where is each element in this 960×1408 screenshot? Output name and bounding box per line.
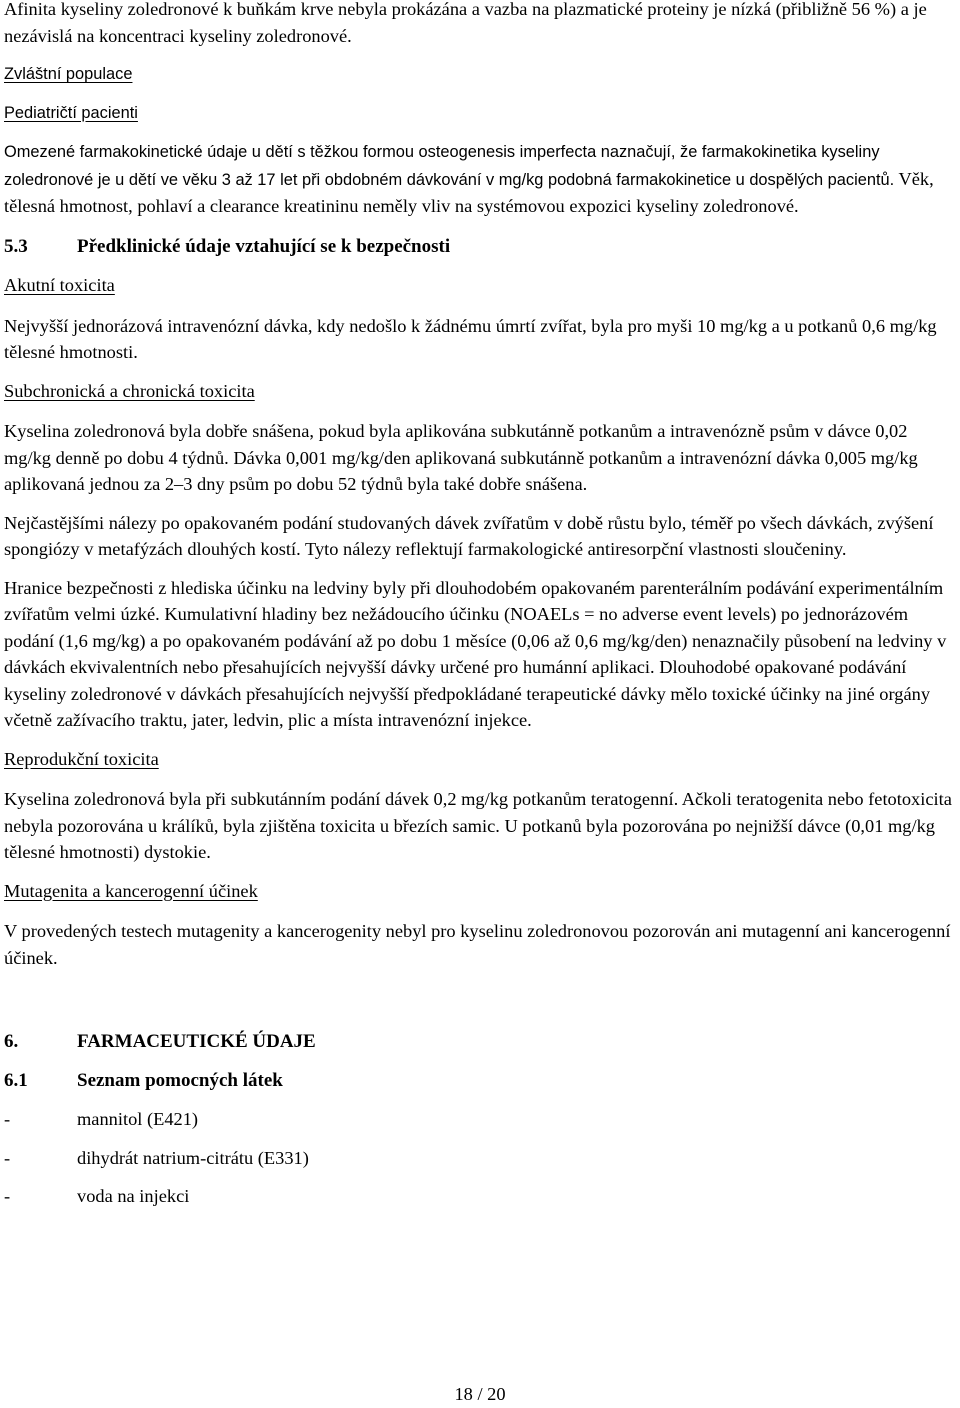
document-page bbox=[4, 0, 958, 1210]
section-5-3-heading bbox=[4, 234, 958, 261]
excipient-sodium-citrate: dihydrát natrium-citrátu (E331) bbox=[77, 1147, 309, 1168]
section-5-3-title: Předklinické údaje vztahující se k bezpečnosti bbox=[77, 235, 451, 257]
page-number: 18 / 20 bbox=[454, 1384, 506, 1404]
pediatric-paragraph bbox=[4, 138, 958, 220]
mutagenicity-paragraph: V provedených testech mutagenity a kancerogenity nebyl pro kyselinu zoledronovou pozorován ani mutagenní ani kancerogenní účinek. bbox=[4, 921, 951, 968]
list-bullet: - bbox=[4, 1186, 11, 1206]
section-6-1-number: 6.1 bbox=[4, 1069, 28, 1091]
section-6-title: FARMACEUTICKÉ ÚDAJE bbox=[77, 1031, 316, 1052]
pediatric-heading: Pediatričtí pacienti bbox=[4, 103, 138, 122]
special-populations-heading: Zvláštní populace bbox=[4, 65, 133, 83]
chronic-toxicity-paragraph-3: Hranice bezpečnosti z hlediska účinku na ledviny byly při dlouhodobém opakovaném parenterálním podávání experimentálním zvířatům velmi úzké. Kumulativní hladiny bez nežádoucího účinku (NOAELs = no adverse event levels) po jednorázovém podání (1,6 mg/kg) a po opakovaném podávání až po dobu 1 měsíce (0,06 až 0,6 mg/kg/den) nenaznačily působení na ledviny v dávkách ekvivalentních nebo přesahujících nejvyšší dávky určené pro humánní aplikaci. Dlouhodobé opakované podávání kyseliny zoledronové v dávkách přesahujících nejvyšší předpokládané terapeutické dávky mělo toxické účinky na jiné orgány včetně zažívacího traktu, jater, ledvin, plic a místa intravenózní injekce. bbox=[4, 577, 947, 730]
section-6-1-heading bbox=[4, 1068, 958, 1095]
list-item bbox=[4, 1183, 958, 1210]
acute-toxicity-heading: Akutní toxicita bbox=[4, 275, 115, 295]
covariates-text: Věk, tělesná hmotnost, pohlaví a clearance kreatininu neměly vliv na systémovou expozici kyseliny zoledronové. bbox=[4, 168, 934, 216]
reproductive-toxicity-heading: Reprodukční toxicita bbox=[4, 748, 159, 769]
reproductive-toxicity-paragraph: Kyselina zoledronová byla při subkutánním podání dávek 0,2 mg/kg potkanům teratogenní. Ačkoli teratogenita nebo fetotoxicita nebyla pozorována u králíků, byla zjištěna toxicita u březích samic. U potkanů byla pozorována po nejnižší dávce (0,01 mg/kg tělesné hmotnosti) dystokie. bbox=[4, 789, 952, 862]
binding-paragraph: Afinita kyseliny zoledronové k buňkám krve nebyla prokázána a vazba na plazmatické proteiny je nízká (přibližně 56 %) a je nezávislá na koncentraci kyseliny zoledronové. bbox=[4, 0, 927, 46]
section-6-1-title: Seznam pomocných látek bbox=[77, 1069, 283, 1091]
section-6-heading bbox=[4, 1029, 958, 1056]
chronic-toxicity-heading: Subchronická a chronická toxicita bbox=[4, 380, 255, 401]
list-item bbox=[4, 1145, 958, 1172]
section-6-number: 6. bbox=[4, 1031, 19, 1052]
list-bullet: - bbox=[4, 1109, 11, 1129]
pediatric-text: Omezené farmakokinetické údaje u dětí s těžkou formou osteogenesis imperfecta naznačují, že farmakokinetika kyseliny zoledronové je u dětí ve věku 3 až 17 let při obdobném dávkování v mg/kg podobná farmakokinetice u dospělých pacientů. bbox=[4, 143, 895, 189]
chronic-toxicity-paragraph-1: Kyselina zoledronová byla dobře snášena, pokud byla aplikována subkutánně potkanům a intravenózně psům v dávce 0,02 mg/kg denně po dobu 4 týdnů. Dávka 0,001 mg/kg/den aplikovaná subkutánně potkanům a intravenózní dávka 0,005 mg/kg aplikovaná jednou za 2–3 dny psům po dobu 52 týdnů byla také dobře snášena. bbox=[4, 421, 918, 494]
chronic-toxicity-paragraph-2: Nejčastějšími nálezy po opakovaném podání studovaných dávek zvířatům v době růstu bylo, téměř po všech dávkách, zvýšení spongiózy v metafýzách dlouhých kostí. Tyto nálezy reflektují farmakologické antiresorpční vlastnosti sloučeniny. bbox=[4, 512, 934, 559]
mutagenicity-heading: Mutagenita a kancerogenní účinek bbox=[4, 880, 258, 901]
list-bullet: - bbox=[4, 1147, 11, 1168]
excipient-water: voda na injekci bbox=[77, 1186, 190, 1206]
acute-toxicity-paragraph: Nejvyšší jednorázová intravenózní dávka, kdy nedošlo k žádnému úmrtí zvířat, byla pro myši 10 mg/kg a u potkanů 0,6 mg/kg tělesné hmotnosti. bbox=[4, 315, 937, 362]
excipient-list bbox=[4, 1106, 958, 1210]
section-5-3-number: 5.3 bbox=[4, 235, 28, 257]
excipient-mannitol: mannitol (E421) bbox=[77, 1109, 199, 1129]
list-item bbox=[4, 1106, 958, 1133]
